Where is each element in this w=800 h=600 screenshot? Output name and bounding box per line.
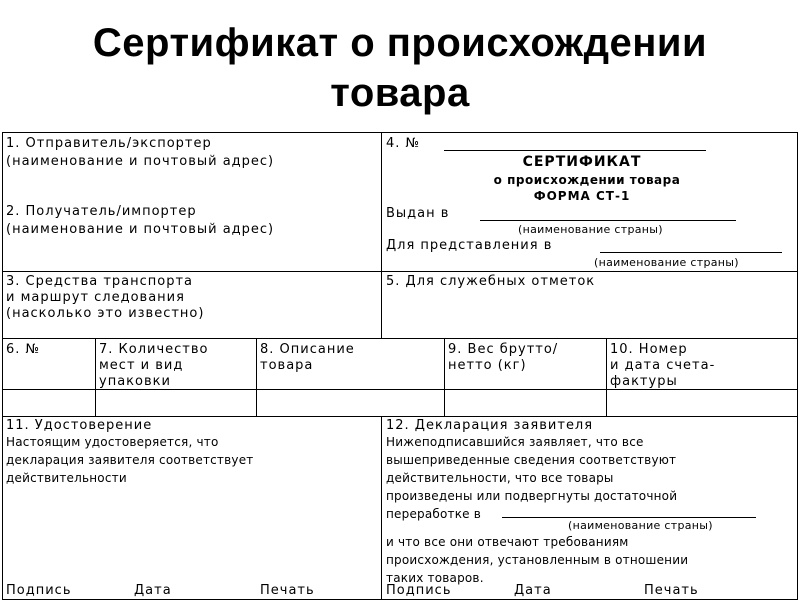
box4-cert-title: СЕРТИФИКАТ [522, 154, 642, 170]
box12-seal-label: Печать [644, 583, 699, 598]
certificate-form [2, 132, 798, 600]
box11-sign-label: Подпись [6, 583, 72, 598]
box3-line-1: 3. Средства транспорта [6, 274, 194, 289]
box12-line-5: переработке в [386, 507, 482, 521]
box-6-value[interactable] [2, 389, 96, 417]
slide-title-line-1: Сертификат о происхождении [92, 21, 708, 65]
slide-title [0, 18, 800, 118]
box12-date-label: Дата [514, 583, 552, 598]
box12-line-6: и что все они отвечают требованиям [386, 535, 629, 549]
box12-line-1: Нижеподписавшийся заявляет, что все [386, 435, 644, 449]
box8-line-2: товара [260, 358, 314, 373]
box6-label: 6. № [6, 342, 41, 357]
box12-line-3: действительности, что все товары [386, 471, 614, 485]
slide-title-line-2: товара [330, 71, 470, 115]
box11-line-2: декларация заявителя соответствует [6, 453, 254, 467]
box12-label: 12. Декларация заявителя [386, 418, 594, 433]
box-9-value[interactable] [444, 389, 607, 417]
box4-cert-sub: о происхождении товара [493, 173, 681, 187]
box12-line-2: вышеприведенные сведения соответствуют [386, 453, 677, 467]
box4-issued-in: Выдан в [386, 206, 450, 221]
box11-line-1: Настоящим удостоверяется, что [6, 435, 219, 449]
box-8-value[interactable] [256, 389, 445, 417]
box9-line-1: 9. Вес брутто/ [448, 342, 559, 357]
box4-issued-country-field[interactable] [480, 220, 736, 221]
box4-num-field[interactable] [444, 150, 706, 151]
box9-line-2: нетто (кг) [448, 358, 527, 373]
box12-line-7: происхождения, установленным в отношении [386, 553, 689, 567]
box11-line-3: действительности [6, 471, 127, 485]
box7-line-3: упаковки [99, 374, 171, 389]
box1-label: 1. Отправитель/экспортер [6, 136, 212, 151]
box-7-value[interactable] [95, 389, 257, 417]
box5-label: 5. Для служебных отметок [386, 274, 596, 289]
box12-sign-label: Подпись [386, 583, 452, 598]
box4-form-name: ФОРМА СТ-1 [533, 189, 631, 203]
box4-num-label: 4. № [386, 136, 421, 151]
box12-line-4: произведены или подвергнуты достаточной [386, 489, 678, 503]
box10-line-3: фактуры [610, 374, 678, 389]
box10-line-2: и дата счета- [610, 358, 716, 373]
box7-line-1: 7. Количество [99, 342, 209, 357]
box2-sub: (наименование и почтовый адрес) [6, 222, 275, 237]
box3-line-3: (насколько это известно) [6, 306, 205, 321]
box10-line-1: 10. Номер [610, 342, 688, 357]
box11-seal-label: Печать [260, 583, 315, 598]
box-10-value[interactable] [606, 389, 798, 417]
box12-country-hint: (наименование страны) [568, 519, 713, 532]
box11-label: 11. Удостоверение [6, 418, 153, 433]
box-1-2 [2, 132, 382, 272]
box12-line-8: таких товаров. [386, 571, 484, 585]
box4-country-hint-2: (наименование страны) [594, 256, 739, 269]
box11-date-label: Дата [134, 583, 172, 598]
box4-presentation-country-field[interactable] [600, 252, 782, 253]
box2-label: 2. Получатель/импортер [6, 204, 197, 219]
box1-sub: (наименование и почтовый адрес) [6, 154, 275, 169]
box4-for-presentation: Для представления в [386, 238, 553, 253]
box3-line-2: и маршрут следования [6, 290, 185, 305]
box7-line-2: мест и вид [99, 358, 184, 373]
box8-line-1: 8. Описание [260, 342, 355, 357]
box4-country-hint: (наименование страны) [518, 223, 663, 236]
